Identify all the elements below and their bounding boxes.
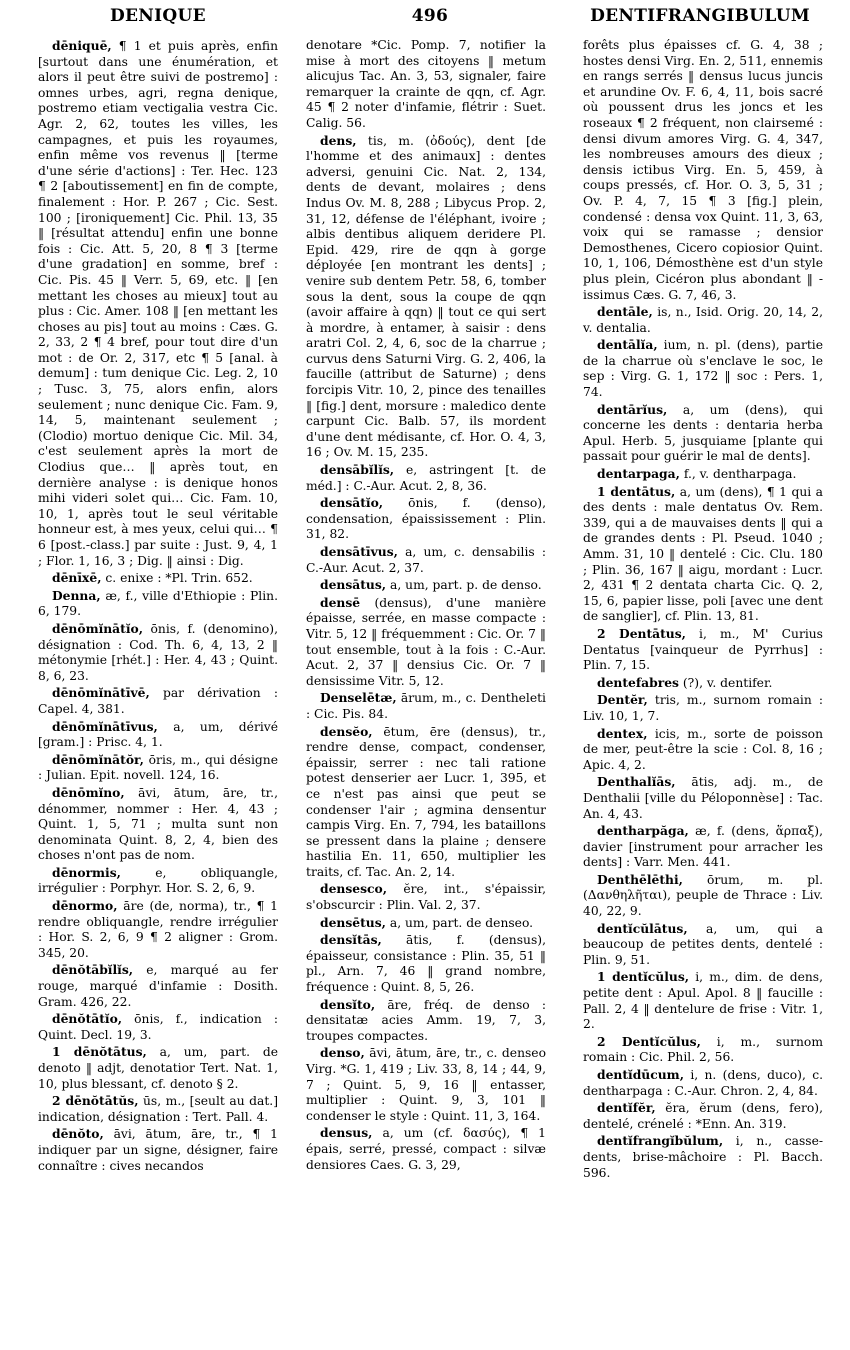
entry-definition: āvi, ātum, āre, tr., c. denseo Virg. *G. 1, 419 ; Liv. 33, 8, 14 ; 44, 9, 7 ; Quint. 5, 9, 16 ‖ entasser, multiplier : Quint. 9, 3, 101 ‖ condenser le style : Quint. 11, 3, 164. [306,1046,546,1123]
entry-definition: a, um (cf. δασύς), ¶ 1 épais, serré, pressé, compact : silvæ densiores Caes. G. 3, 29, [306,1126,546,1172]
entry-definition: ētum, ēre (densus), tr., rendre dense, compact, condenser, épaissir, serrer : nec tali ratione potest denserier aer Lucr. 1, 395, et ce n'est pas ainsi que peut se condenser l'air ; agmina densentur campis Virg. En. 7, 794, les bataillons se pressent dans la plaine ; densere hastilia En. 11, 650, multiplier les traits, cf. Tac. An. 2, 14. [306,724,546,879]
dictionary-entry [306,38,546,132]
entry-headword: dēnōmĭnātŏr, [52,751,144,767]
dictionary-entry [306,915,546,932]
entry-definition: a, um, c. densabilis : C.-Aur. Acut. 2, 37. [306,545,546,575]
entry-definition: a, um, part. de denoto ‖ adjt, denotatior Tert. Nat. 1, 10, plus blessant, cf. denoto § 2. [38,1045,278,1091]
dictionary-entry [583,1034,823,1066]
entry-definition: ātis, adj. m., de Denthalii [ville du Péloponnèse] : Tac. An. 4, 43. [583,775,823,821]
dictionary-entry [306,1125,546,1173]
entry-definition: ōris, m., qui désigne : Julian. Epit. novell. 124, 16. [38,752,278,783]
entry-definition: e, obliquangle, irrégulier : Porphyr. Hor. S. 2, 6, 9. [38,865,278,896]
entry-headword: dēnōmĭnātīvē, [52,685,150,701]
entry-headword: densē [320,594,361,610]
entry-definition: i, n. (dens, duco), c. dentharpaga : C.-Aur. Chron. 2, 4, 84. [583,1068,823,1098]
dictionary-entry [306,724,546,881]
dictionary-entry [306,595,546,690]
entry-headword: 2 Dentātus, [597,625,686,641]
dictionary-entry [38,1044,278,1092]
entry-headword: densĭto, [320,996,376,1012]
entry-headword: dentĭdūcum, [597,1067,684,1082]
dictionary-entry [38,38,278,569]
entry-definition: tris, m., surnom romain : Liv. 10, 1, 7. [583,693,823,723]
dictionary-entry [583,402,823,465]
entry-headword: densĕo, [320,723,373,739]
entry-headword: dēnormo, [52,898,118,914]
dictionary-entry [306,997,546,1045]
entry-headword: 1 dēnŏtātus, [52,1044,147,1060]
page-number: 496 [411,6,449,26]
entry-definition: ārum, m., c. Dentheleti : Cic. Pis. 84. [306,691,546,721]
entry-headword: denso, [320,1045,365,1061]
entry-definition: ōnis, f., indication : Quint. Decl. 19, 3. [38,1012,278,1042]
entry-definition: a, um (dens), ¶ 1 qui a des dents : male dentatus Ov. Rem. 339, qui a de mauvaises dents ‖ qui a de grandes dents : Pl. Pseud. 1040 ; Amm. 31, 10 ‖ dentelé : Cic. Clu. 180 ; Plin. 36, 167 ‖ aigu, mordant : Lucr. 2, 431 ¶ 2 dentata charta Cic. Q. 2, 15, 6, papier lisse, poli [avec une dent de sanglier], cf. Plin. 13, 81. [583,484,823,624]
entry-definition: icis, m., sorte de poisson de mer, peut-être la scie : Col. 8, 16 ; Apic. 4, 2. [583,726,823,772]
entry-definition: i, n., casse-dents, brise-mâchoire : Pl. Bacch. 596. [583,1134,823,1180]
entry-definition: ūs, m., [seult au dat.] indication, désignation : Tert. Pall. 4. [38,1094,278,1124]
entry-definition: a, um, qui a beaucoup de petites dents, dentelé : Plin. 9, 51. [583,921,823,967]
entry-headword: 2 Dentĭcŭlus, [597,1033,701,1049]
dictionary-entry [583,337,823,400]
dictionary-entry [583,1133,823,1181]
entry-headword: dēniquē, [52,38,112,53]
dictionary-entry [38,785,278,864]
entry-definition: f., v. dentharpaga. [683,467,797,482]
entry-headword: dentharpăga, [597,823,689,839]
column-2 [306,38,546,1174]
entry-definition: a, um, dérivé [gram.] : Prisc. 4, 1. [38,719,278,750]
dictionary-entry [583,675,823,692]
running-head-left: DENIQUE [110,6,206,26]
dictionary-entry [306,932,546,995]
dictionary-entry [583,823,823,871]
running-head-right: DENTIFRANGIBULUM [590,6,810,26]
entry-headword: densātīvus, [320,544,398,559]
entry-definition: forêts plus épaisses cf. G. 4, 38 ; hostes densi Virg. En. 2, 511, ennemis en rangs serrés ‖ densus lucus juncis et arundine Ov. F. 6, 4, 11, bois sacré où poussent drus les joncs et les roseaux ¶ 2 fréquent, non clairsemé : densi divum amores Virg. G. 4, 347, les nombreuses amours des dieux ; densis ictibus Virg. En. 5, 459, à coups pressés, cf. Hor. O. 3, 5, 31 ; Ov. P. 4, 7, 15 ¶ 3 [fig.] plein, condensé : densa vox Quint. 11, 3, 63, voix qui se ramasse ; densior Demosthenes, Cicero copiosior Quint. 10, 1, 106, Démosthène est d'un style plus plein, Cicéron plus abondant ‖ -issimus Cæs. G. 7, 46, 3. [583,38,823,302]
dictionary-entry [583,774,823,822]
entry-headword: dentefabres [597,674,679,690]
dictionary-entry [306,577,546,594]
page-header [40,6,815,32]
entry-headword: dens, [320,132,357,148]
dictionary-entry [38,898,278,961]
entry-definition: ĕra, ĕrum (dens, fero), dentelé, crénelé : *Enn. An. 319. [583,1101,823,1131]
entry-headword: 1 dentātus, [597,483,676,499]
entry-headword: dentex, [597,725,648,741]
entry-headword: densĭtās, [320,932,382,948]
entry-headword: densātus, [320,577,387,593]
entry-headword: dēnŏto, [52,1126,104,1142]
entry-definition: æ, f., ville d'Ethiopie : Plin. 6, 179. [38,588,278,619]
entry-definition: a, um, part. de denseo. [389,915,534,930]
entry-headword: dēnōmĭno, [52,784,125,800]
entry-headword: dentāle, [597,304,653,320]
entry-definition: (?), v. dentifer. [682,675,773,690]
dictionary-entry [306,544,546,576]
entry-headword: dentĭfrangĭbŭlum, [597,1133,724,1149]
entry-definition: i, m., surnom romain : Cic. Phil. 2, 56. [583,1034,823,1065]
entry-definition: i, m., dim. de dens, petite dent : Apul. Apol. 8 ‖ faucille : Pall. 2, 4 ‖ dentelure de frise : Vitr. 1, 2. [583,970,823,1032]
entry-headword: Dentĕr, [597,692,648,708]
entry-definition: ōrum, m. pl. (Δανθηλῆται), peuple de Thrace : Liv. 40, 22, 9. [583,872,823,919]
entry-definition: ¶ 1 et puis après, enfin [surtout dans une énumération, et alors il peut être suivi de postremo] : omnes urbes, agri, regna denique, postremo etiam vectigalia vestra Cic. Agr. 2, 62, toutes les villes, les campagnes, et puis les royaumes, enfin même vos revenus ‖ [terme d'une série d'actions] : Ter. Hec. 123 ¶ 2 [aboutissement] en fin de compte, finalement : Hor. P. 267 ; Cic. Sest. 100 ; [ironiquement] Cic. Phil. 13, 35 ‖ [résultat attendu] enfin une bonne fois : Cic. Att. 5, 20, 8 ¶ 3 [terme d'une gradation] en somme, bref : Cic. Pis. 45 ‖ Verr. 5, 69, etc. ‖ [en mettant les choses au mieux] tout au plus : Cic. Amer. 108 ‖ [en mettant les choses au pis] tout au moins : Cæs. G. 2, 33, 2 ¶ 4 bref, pour tout dire d'un mot : de Or. 2, 317, etc ¶ 5 [anal. à demum] : tum denique Cic. Leg. 2, 10 ; Tusc. 3, 75, alors enfin, alors seulement ; nunc denique Cic. Fam. 9, 14, 5, maintenant seulement ; (Clodio) mortuo denique Cic. Mil. 34, c'est seulement après la mort de Clodius que… ‖ après tout, en dernière analyse : is denique honos mihi videri solet qui… Cic. Fam. 10, 10, 1, après tout le seul véritable honneur est, à mes yeux, celui qui… ¶ 6 [post.-class.] par suite : Just. 9, 4, 1 ; Flor. 1, 16, 3 ; Dig. ‖ ainsi : Dig. [38,39,278,568]
entry-definition: c. enixe : *Pl. Trin. 652. [105,571,253,586]
entry-headword: Denselētæ, [320,690,397,706]
entry-headword: dentĭfĕr, [597,1100,656,1116]
dictionary-entry [583,692,823,724]
dictionary-entry [583,921,823,969]
dictionary-entry [38,685,278,717]
entry-definition: āvi, ātum, āre, tr., dénommer, nommer : Her. 4, 43 ; Quint. 1, 5, 71 ; multa sunt non denominata Quint. 8, 2, 4, bien des choses n'ont pas de nom. [38,785,278,863]
entry-definition: ōnis, f. (denso), condensation, épaississement : Plin. 31, 82. [306,496,546,542]
entry-definition: ĕre, int., s'épaissir, s'obscurcir : Plin. Val. 2, 37. [306,882,546,913]
dictionary-entry [306,495,546,543]
entry-headword: dentarpaga, [597,466,680,482]
entry-headword: dentālĭa, [597,337,658,353]
entry-definition: par dérivation : Capel. 4, 381. [38,686,278,716]
entry-definition: āre, fréq. de denso : densitatæ acies Amm. 19, 7, 3, troupes compactes. [306,997,546,1043]
dictionary-entry [38,1011,278,1043]
entry-definition: ōnis, f. (denomino), désignation : Cod. Th. 6, 4, 13, 2 ‖ métonymie [rhét.] : Her. 4, 43 ; Quint. 8, 6, 23. [38,621,278,683]
entry-definition: ium, n. pl. (dens), partie de la charrue où s'enclave le soc, le sep : Virg. G. 1, 172 ‖ soc : Pers. 1, 74. [583,338,823,400]
dictionary-entry [306,690,546,722]
entry-headword: Denthēlēthi, [597,871,683,887]
entry-definition: ātis, f. (densus), épaisseur, consistance : Plin. 35, 51 ‖ pl., Arn. 7, 46 ‖ grand nombre, fréquence : Quint. 8, 5, 26. [306,933,546,995]
entry-headword: densētus, [320,914,386,930]
entry-definition: æ, f. (dens, ἅρπαξ), davier [instrument pour arracher les dents] : Varr. Men. 441. [583,824,823,870]
entry-definition: a, um (dens), qui concerne les dents : dentaria herba Apul. Herb. 5, jusquiame [plante qui passait pour guérir le mal de dents]. [583,402,823,464]
dictionary-entry [583,466,823,483]
entry-headword: densesco, [320,881,388,897]
entry-headword: dēnŏtābĭlĭs, [52,962,134,978]
entry-headword: dēnīxē, [52,570,102,586]
dictionary-entry [306,881,546,913]
dictionary-entry [38,1126,278,1174]
entry-headword: dēnōmĭnātĭo, [52,620,143,636]
entry-headword: dēnŏtātĭo, [52,1011,123,1027]
entry-headword: dentĭcŭlātus, [597,920,688,936]
dictionary-entry [583,1067,823,1099]
dictionary-entry [306,1045,546,1124]
entry-definition: a, um, part. p. de denso. [390,578,542,593]
entry-headword: Denna, [52,587,101,603]
entry-definition: denotare *Cic. Pomp. 7, notifier la mise à mort des citoyens ‖ metum alicujus Tac. An. 3, 53, signaler, faire remarquer la crainte de qqn, cf. Agr. 45 ¶ 2 noter d'infamie, flétrir : Suet. Calig. 56. [306,38,546,130]
entry-headword: dēnormis, [52,864,121,880]
entry-headword: Denthalĭās, [597,774,676,790]
dictionary-entry [583,872,823,920]
entry-headword: dēnōmĭnātīvus, [52,718,158,734]
entry-headword: densus, [320,1125,373,1141]
dictionary-entry [38,621,278,684]
column-3 [583,38,823,1182]
dictionary-entry [38,719,278,751]
dictionary-entry [583,1100,823,1132]
entry-definition: āvi, ātum, āre, tr., ¶ 1 indiquer par un signe, désigner, faire connaître : cives necandos [38,1127,278,1173]
dictionary-entry [583,969,823,1032]
dictionary-entry [38,752,278,784]
dictionary-entry [306,462,546,494]
entry-definition: i, m., M' Curius Dentatus [vainqueur de Pyrrhus] : Plin. 7, 15. [583,626,823,673]
dictionary-entry [306,133,546,461]
dictionary-entry [583,38,823,303]
dictionary-entry [38,588,278,620]
entry-headword: dentārĭus, [597,401,668,417]
entry-headword: densātĭo, [320,495,384,511]
entry-definition: e, astringent [t. de méd.] : C.-Aur. Acut. 2, 8, 36. [306,463,546,493]
entry-definition: (densus), d'une manière épaisse, serrée, en masse compacte : Vitr. 5, 12 ‖ fréquemment : Cic. Or. 7 ‖ tout ensemble, tout à la fois : C.-Aur. Acut. 2, 37 ‖ densius Cic. Or. 7 ‖ densissime Vitr. 5, 12. [306,595,546,688]
dictionary-entry [583,304,823,336]
dictionary-entry [583,484,823,625]
entry-headword: densābĭlĭs, [320,462,395,478]
dictionary-entry [38,1093,278,1125]
dictionary-entry [38,865,278,897]
dictionary-entry [38,962,278,1010]
entry-headword: 2 dēnŏtātŭs, [52,1093,139,1109]
entry-definition: āre (de, norma), tr., ¶ 1 rendre obliquangle, rendre irrégulier : Hor. S. 2, 6, 9 ¶ 2 aligner : Grom. 345, 20. [38,899,278,960]
entry-definition: e, marqué au fer rouge, marqué d'infamie : Dosith. Gram. 426, 22. [38,963,278,1009]
entry-definition: tis, m. (ὀδούς), dent [de l'homme et des animaux] : dentes adversi, genuini Cic. Nat. 2, 134, dents de devant, molaires ; dens Indus Ov. M. 8, 288 ; Libycus Prop. 2, 31, 12, défense de l'éléphant, ivoire ; albis dentibus aliquem deridere Pl. Epid. 429, rire de qqn à gorge déployée [en montrant les dents] ; venire sub dentem Petr. 58, 6, tomber sous la dent, sous la coupe de qqn (avoir affaire à qqn) ‖ tout ce qui sert à mordre, à entamer, à saisir : dens aratri Col. 2, 4, 6, soc de la charrue ; curvus dens Saturni Virg. G. 2, 406, la faucille (attribut de Saturne) ; dens forcipis Vitr. 10, 2, pince des tenailles ‖ [fig.] dent, morsure : maledico dente carpunt Cic. Balb. 57, ils mordent d'une dent médisante, cf. Hor. O. 4, 3, 16 ; Ov. M. 15, 235. [306,133,546,460]
entry-headword: 1 dentĭcŭlus, [597,969,690,985]
entry-definition: is, n., Isid. Orig. 20, 14, 2, v. dentalia. [583,305,823,335]
dictionary-entry [38,570,278,587]
dictionary-entry [583,626,823,674]
dictionary-entry [583,726,823,774]
column-1 [38,38,278,1175]
